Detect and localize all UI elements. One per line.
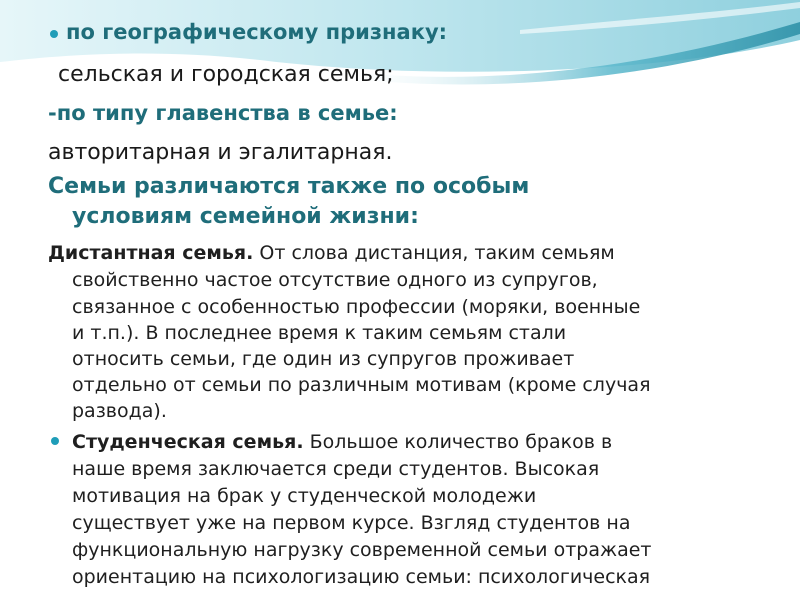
headship-heading: -по типу главенства в семье:	[48, 101, 398, 125]
student-family-line1	[72, 431, 612, 453]
student-family-line3: мотивация на брак у студенческой молодежи	[72, 485, 537, 507]
student-family-line5: функциональную нагрузку современной семьи отражает	[72, 539, 652, 561]
geo-value: сельская и городская семья;	[58, 62, 394, 87]
headship-value: авторитарная и эгалитарная.	[48, 140, 393, 165]
distant-family-line2: свойственно частое отсутствие одного из супругов,	[72, 269, 598, 291]
student-family-text: Большое количество браков в	[303, 431, 613, 453]
distant-family-line6: отдельно от семьи по различным мотивам (кроме случая	[72, 374, 651, 396]
distant-family-line4: и т.п.). В последнее время к таким семьям стали	[72, 322, 567, 344]
distant-family-line7: развода).	[72, 400, 167, 422]
distant-family-text: От слова дистанция, таким семьям	[253, 242, 615, 264]
geo-heading: по географическому признаку:	[66, 20, 448, 44]
student-family-term: Студенческая семья.	[72, 431, 304, 453]
bullet-icon	[51, 437, 59, 445]
distant-family-line5: относить семьи, где один из супругов проживает	[72, 348, 575, 370]
conditions-heading-line1: Семьи различаются также по особым	[48, 174, 530, 199]
student-family-line4: существует уже на первом курсе. Взгляд студентов на	[72, 512, 631, 534]
distant-family-line1	[48, 242, 615, 264]
distant-family-line3: связанное с особенностью профессии (моряки, военные	[72, 296, 641, 318]
bullet-icon	[50, 30, 58, 38]
student-family-line6: ориентацию на психологизацию семьи: психологическая	[72, 566, 651, 588]
student-family-line2: наше время заключается среди студентов. Высокая	[72, 458, 600, 480]
distant-family-term: Дистантная семья.	[48, 242, 254, 264]
conditions-heading-line2: условиям семейной жизни:	[72, 204, 419, 229]
